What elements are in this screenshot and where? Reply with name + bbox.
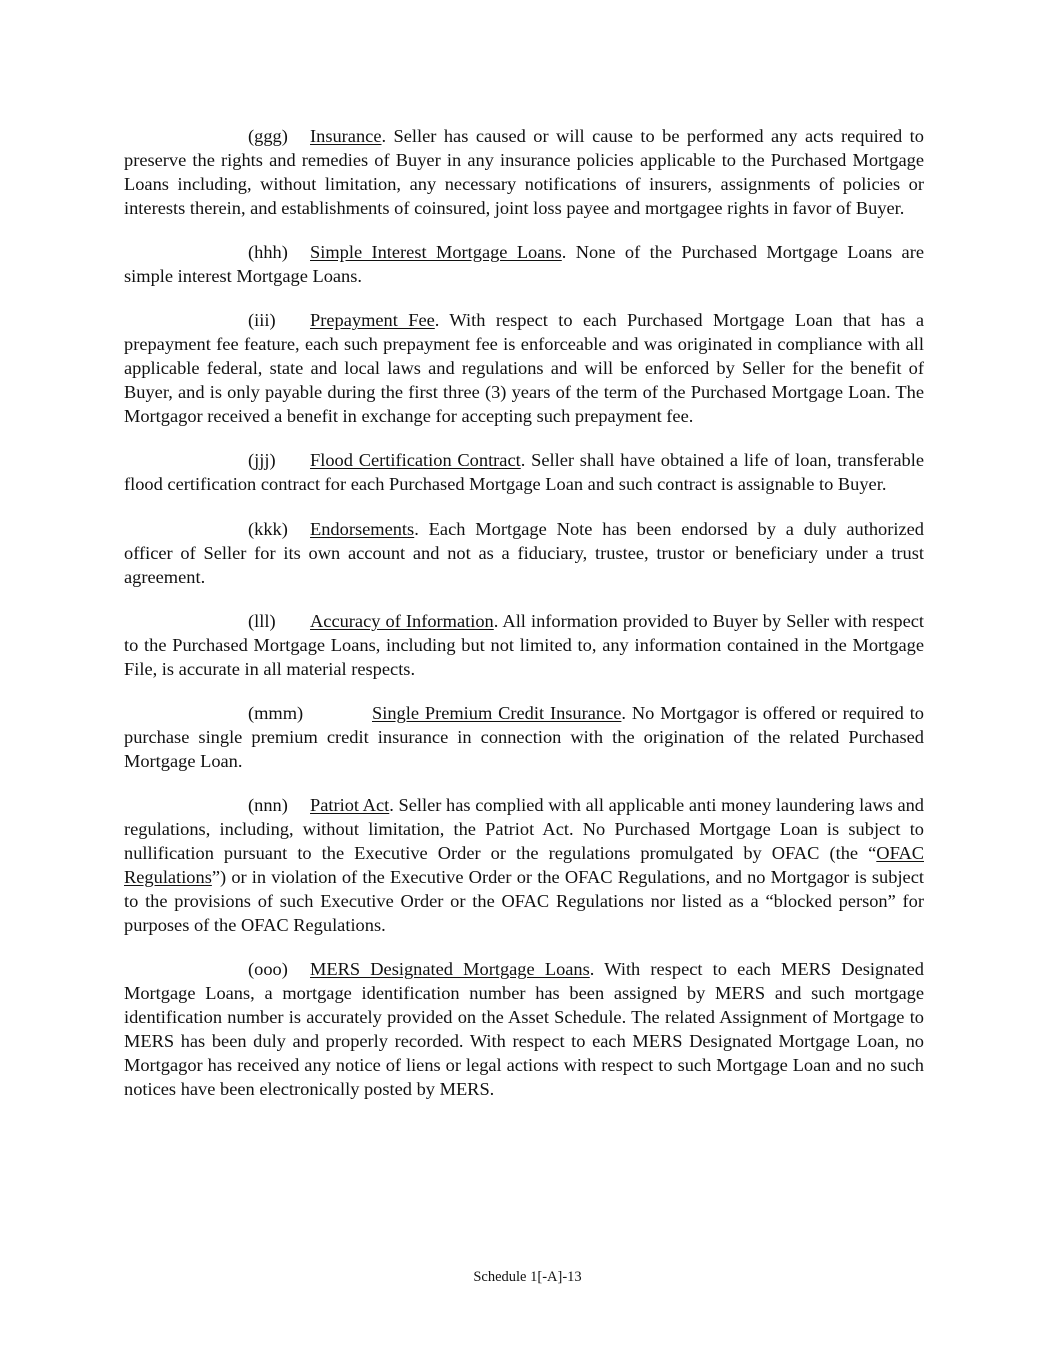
- paragraph-label: (kkk): [248, 518, 288, 539]
- paragraph-heading: Accuracy of Information: [310, 611, 494, 631]
- paragraph-label: (mmm): [248, 703, 304, 724]
- paragraph-ggg: [124, 125, 924, 221]
- paragraph-label: (iii): [248, 310, 276, 331]
- paragraph-body: . Seller shall have obtained a life of loan, transferable flood certification contract for each Purchased Mortgage Loan and such contract is assignable to Buyer.: [124, 450, 925, 495]
- paragraph-heading: Endorsements: [310, 518, 415, 539]
- paragraph-heading: Simple Interest Mortgage Loans: [310, 242, 562, 263]
- defined-term: OFAC Regulations: [124, 843, 924, 888]
- paragraph-kkk: [124, 518, 924, 590]
- paragraph-body: . None of the Purchased Mortgage Loans are simple interest Mortgage Loans.: [124, 242, 924, 287]
- paragraph-body: . No Mortgagor is offered or required to purchase single premium credit insurance in connection with the origination of the related Purchased Mortgage Loan.: [124, 703, 924, 772]
- paragraph-hhh: [124, 241, 924, 289]
- paragraph-body: . With respect to each MERS Designated Mortgage Loans, a mortgage identification number has been assigned by MERS and such mortgage identification number is accurately provided on the Asset Schedule. The related Assignment of Mortgage to MERS has been duly and properly recorded. With respect to each MERS Designated Mortgage Loan, no Mortgagor has received any notice of liens or legal actions with respect to such Mortgage Loan and no such notices have been electronically posted by MERS.: [124, 959, 924, 1099]
- paragraph-heading: MERS Designated Mortgage Loans: [310, 959, 590, 980]
- paragraph-lll: [124, 610, 924, 682]
- paragraph-jjj: [124, 449, 924, 497]
- paragraph-body: . With respect to each Purchased Mortgage Loan that has a prepayment fee feature, each such prepayment fee is enforceable and was originated in compliance with all applicable federal, state and local laws and regulations and will be enforced by Seller for the benefit of Buyer, and is only payable during the first three (3) years of the term of the Purchased Mortgage Loan. The Mortgagor received a benefit in exchange for accepting such prepayment fee.: [124, 310, 924, 427]
- paragraph-label: (ooo): [248, 959, 288, 980]
- paragraph-body: . All information provided to Buyer by Seller with respect to the Purchased Mortgage Loans, including but not limited to, any information contained in the Mortgage File, is accurate in all material respects.: [124, 611, 925, 679]
- paragraph-iii: [124, 309, 924, 429]
- paragraph-body-continued: ”) or in violation of the Executive Order or the OFAC Regulations, and no Mortgagor is subject to the provisions of such Executive Order or the OFAC Regulations nor listed as a “blocked person” for purposes of the OFAC Regulations.: [124, 867, 924, 935]
- paragraph-heading: Single Premium Credit Insurance: [372, 703, 622, 724]
- document-page: [124, 125, 924, 1122]
- paragraph-ooo: [124, 958, 924, 1101]
- paragraph-body: . Each Mortgage Note has been endorsed by a duly authorized officer of Seller for its own account and not as a fiduciary, trustee, trustor or beneficiary under a trust agreement.: [124, 518, 924, 587]
- paragraph-label: (nnn): [248, 795, 288, 816]
- paragraph-heading: Insurance: [310, 126, 382, 146]
- paragraph-label: (hhh): [248, 242, 288, 263]
- paragraph-heading: Prepayment Fee: [310, 310, 435, 331]
- paragraph-body: . Seller has caused or will cause to be performed any acts required to preserve the rights and remedies of Buyer in any insurance policies applicable to the Purchased Mortgage Loans including, without limitation, any necessary notifications of insurers, assignments of policies or interests therein, and establishments of coinsured, joint loss payee and mortgagee rights in favor of Buyer.: [124, 126, 924, 218]
- paragraph-label: (lll): [248, 611, 276, 631]
- paragraph-heading: Flood Certification Contract: [310, 450, 521, 471]
- paragraph-label: (jjj): [248, 450, 276, 471]
- page-footer: Schedule 1[-A]-13: [473, 1269, 582, 1285]
- paragraph-heading: Patriot Act: [310, 795, 390, 816]
- paragraph-nnn: [124, 794, 924, 937]
- paragraph-body: . Seller has complied with all applicable anti money laundering laws and regulations, including, without limitation, the Patriot Act. No Purchased Mortgage Loan is subject to nullification pursuant to the Executive Order or the regulations promulgated by OFAC (the “: [124, 795, 924, 864]
- paragraph-mmm: [124, 702, 924, 774]
- paragraph-label: (ggg): [248, 126, 288, 146]
